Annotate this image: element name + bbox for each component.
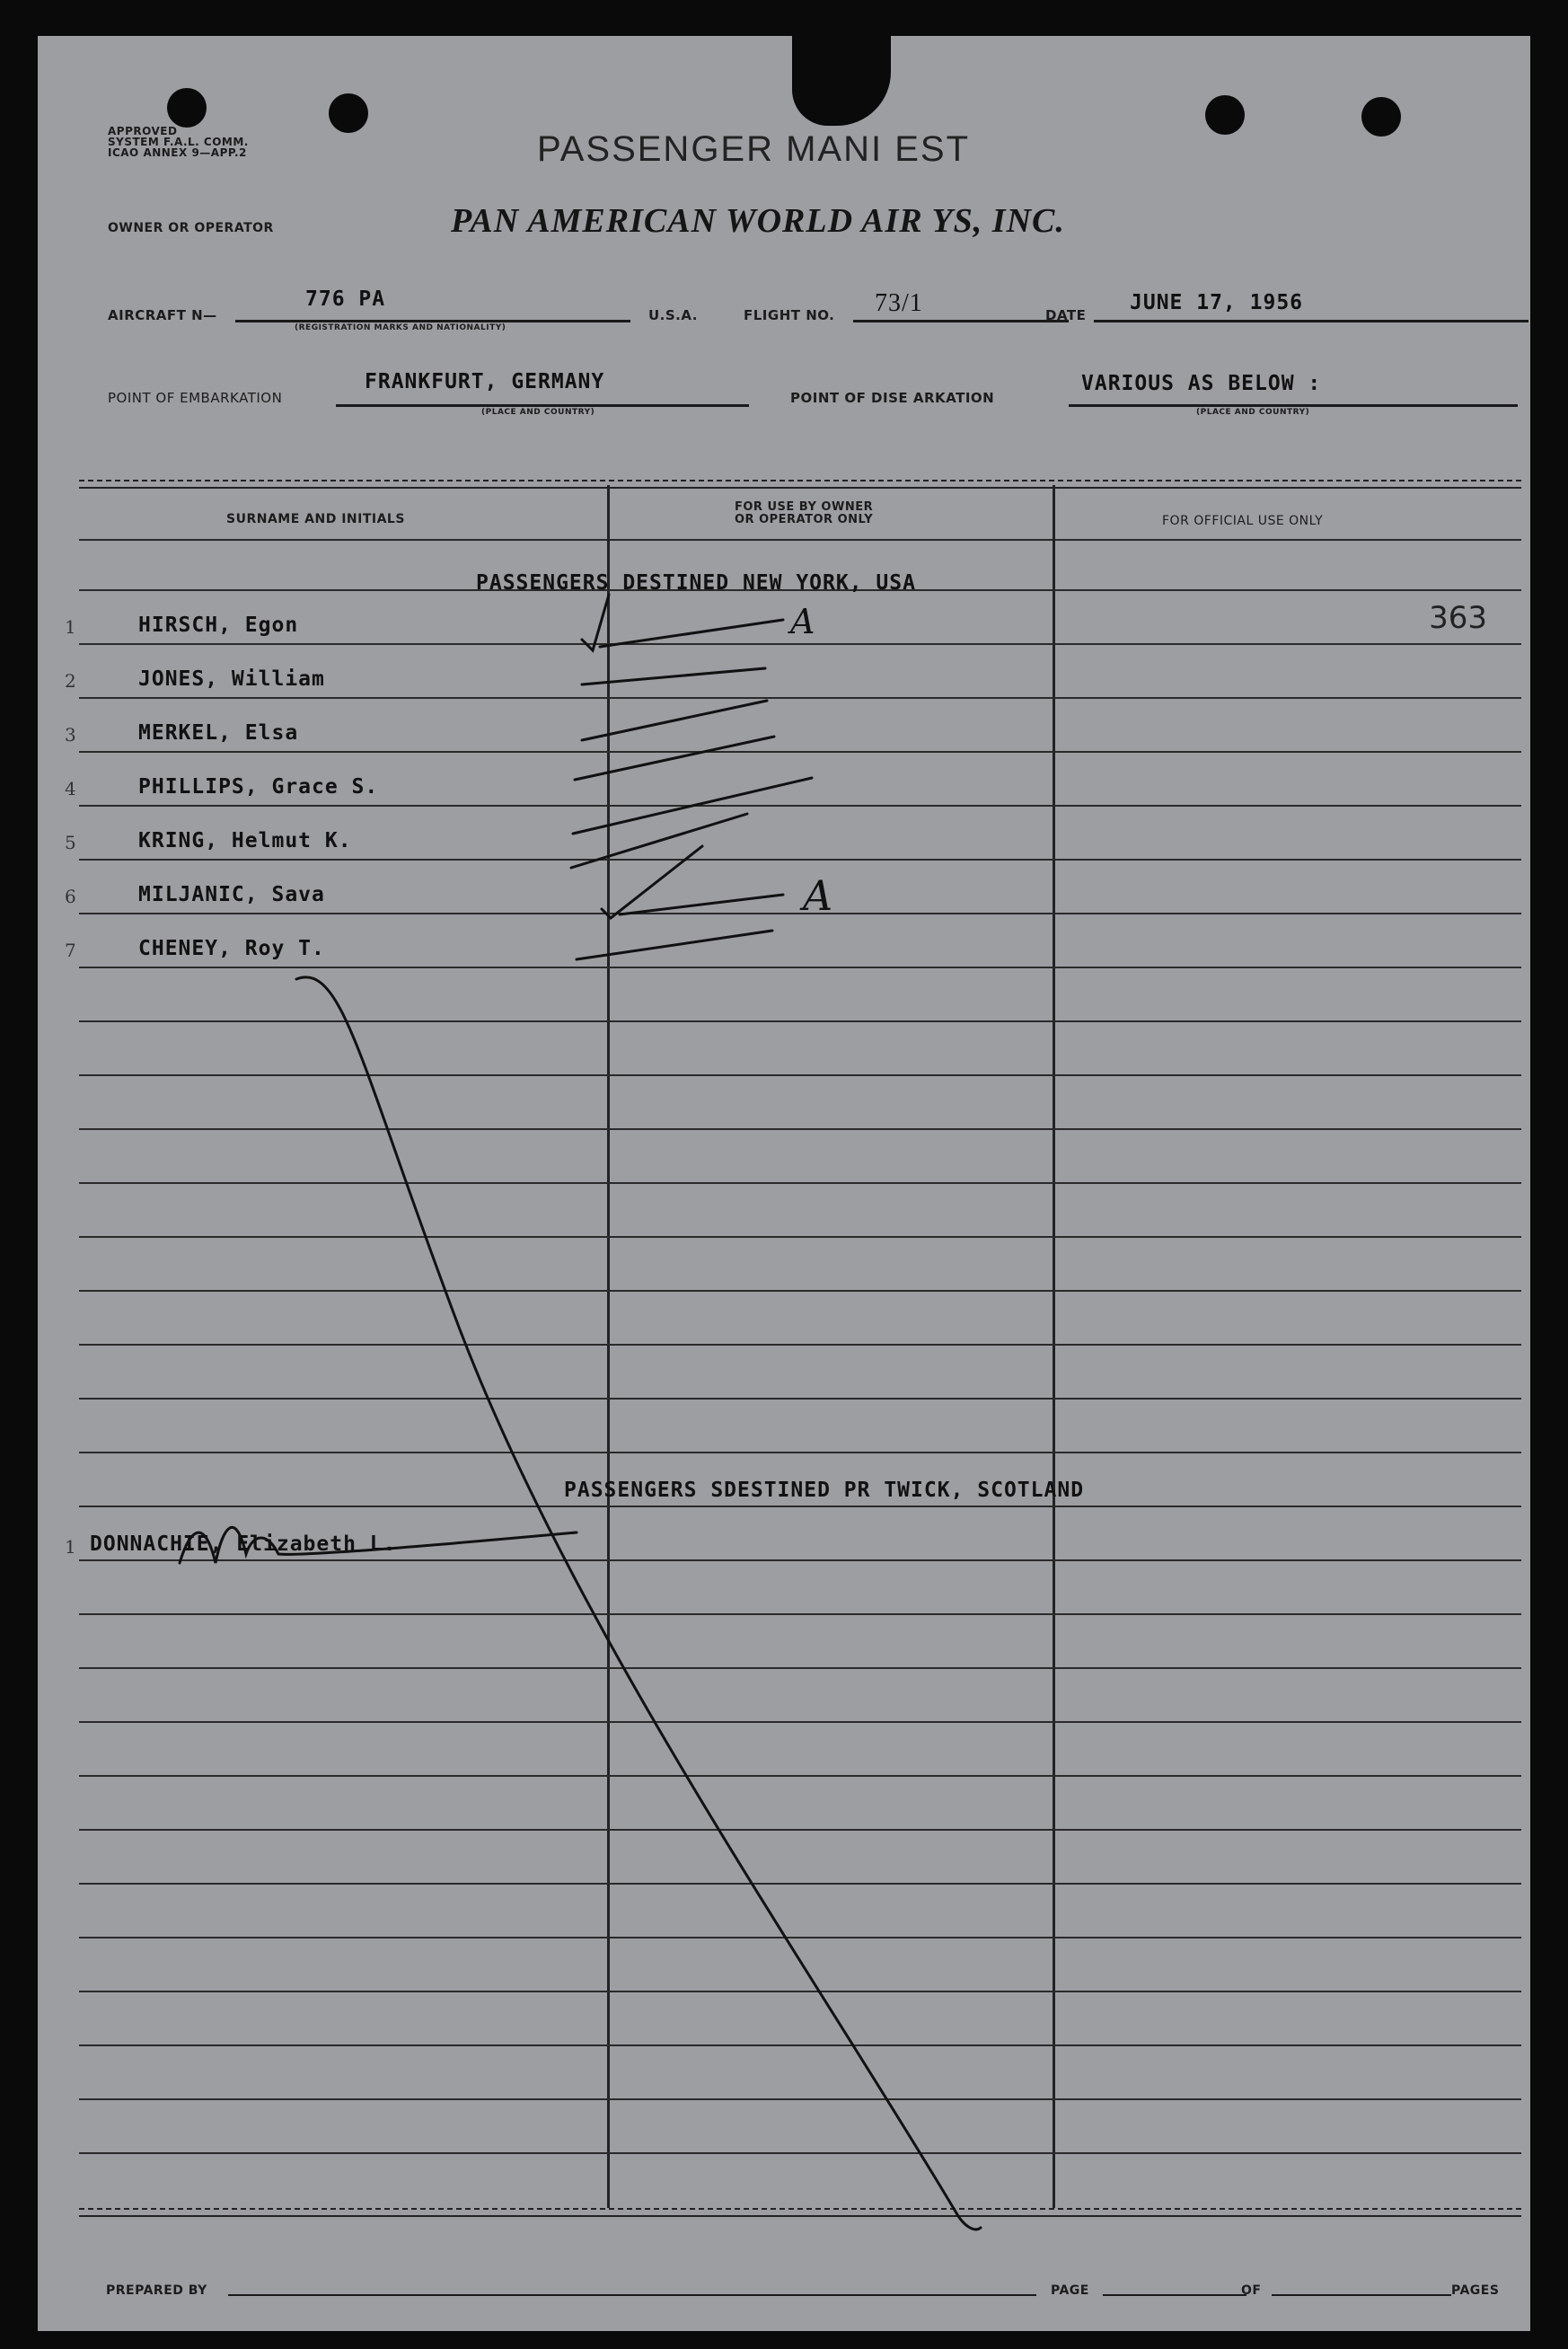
manifest-sheet	[38, 36, 1530, 2331]
column-header-official-use: FOR OFFICIAL USE ONLY	[1162, 514, 1324, 528]
slash-mark	[575, 737, 774, 780]
row-rule	[79, 2044, 1521, 2046]
usa-label: U.S.A.	[648, 307, 698, 323]
row-rule	[79, 1559, 1521, 1561]
column-header-surname: SURNAME AND INITIALS	[226, 512, 405, 526]
row-rule	[79, 697, 1521, 699]
disembarkation-field-line	[1069, 404, 1518, 407]
embarkation-caption: (PLACE AND COUNTRY)	[481, 408, 595, 417]
of-label: OF	[1241, 2283, 1262, 2298]
column-divider-1	[607, 485, 610, 2208]
approval-note: APPROVED SYSTEM F.A.L. COMM. ICAO ANNEX 9—APP.2	[108, 125, 249, 159]
row-rule	[79, 2098, 1521, 2100]
row-rule	[79, 751, 1521, 753]
flight-label: FLIGHT NO.	[744, 307, 835, 323]
row-rule	[79, 1344, 1521, 1346]
row-rule	[79, 1613, 1521, 1615]
row-rule	[79, 1775, 1521, 1777]
passenger-name: JONES, William	[138, 667, 325, 691]
row-number: 5	[65, 832, 76, 853]
torn-notch	[792, 36, 891, 126]
row-number: 6	[65, 886, 76, 907]
official-number: 363	[1429, 600, 1487, 636]
embarkation-field-line	[336, 404, 749, 407]
row-rule	[79, 1452, 1521, 1453]
row-rule	[79, 2152, 1521, 2154]
group-heading-scotland: PASSENGERS SDESTINED PR TWICK, SCOTLAND	[564, 1479, 1085, 1502]
aircraft-value: 776 PA	[305, 287, 386, 311]
passenger-name: MERKEL, Elsa	[138, 721, 299, 745]
date-field-line	[1094, 320, 1528, 322]
row-rule	[79, 1667, 1521, 1669]
long-diagonal-stroke	[296, 977, 981, 2230]
row-rule	[79, 1398, 1521, 1400]
row-number: 1	[65, 1536, 76, 1558]
row-number: 1	[65, 616, 76, 638]
prepared-by-line	[228, 2294, 1036, 2296]
slash-mark	[577, 931, 772, 959]
slash-mark	[620, 895, 783, 914]
handwritten-mark: A	[790, 602, 815, 641]
row-rule	[79, 1991, 1521, 1992]
row-rule	[79, 1182, 1521, 1184]
row-rule	[79, 1506, 1521, 1507]
of-line	[1272, 2294, 1451, 2296]
punch-hole	[167, 88, 207, 128]
row-rule	[79, 1937, 1521, 1938]
passenger-name: DONNACHIE, Elizabeth L.	[90, 1532, 397, 1556]
row-rule	[79, 1721, 1521, 1723]
row-rule	[79, 859, 1521, 861]
row-rule	[79, 643, 1521, 645]
row-rule	[79, 1883, 1521, 1885]
passenger-name: CHENEY, Roy T.	[138, 937, 325, 960]
pages-label: PAGES	[1451, 2283, 1500, 2298]
flight-field-line	[853, 320, 1069, 322]
disembarkation-caption: (PLACE AND COUNTRY)	[1196, 408, 1310, 417]
row-rule	[79, 1290, 1521, 1292]
row-rule	[79, 913, 1521, 914]
page-title: PASSENGER MANI EST	[537, 129, 971, 169]
disembarkation-value: VARIOUS AS BELOW :	[1081, 372, 1322, 395]
aircraft-field-line	[235, 320, 630, 322]
operator-label: OWNER OR OPERATOR	[108, 221, 274, 235]
punch-hole	[329, 93, 368, 133]
row-rule	[79, 1020, 1521, 1022]
row-number: 2	[65, 670, 76, 692]
row-number: 7	[65, 940, 76, 961]
column-divider-2	[1053, 485, 1055, 2208]
header-bottom-rule	[79, 539, 1521, 541]
handwritten-mark: A	[803, 871, 833, 920]
row-number: 4	[65, 778, 76, 799]
row-number: 3	[65, 724, 76, 746]
aircraft-label: AIRCRAFT N—	[108, 307, 217, 323]
table-bottom-rule	[79, 2208, 1521, 2217]
registration-caption: (REGISTRATION MARKS AND NATIONALITY)	[295, 323, 507, 332]
table-top-rule	[79, 480, 1521, 489]
row-rule	[79, 805, 1521, 807]
row-rule	[79, 1829, 1521, 1831]
row-rule	[79, 967, 1521, 968]
prepared-by-label: PREPARED BY	[106, 2283, 207, 2298]
row-rule	[79, 1236, 1521, 1238]
row-rule	[79, 1128, 1521, 1130]
passenger-name: HIRSCH, Egon	[138, 614, 299, 637]
passenger-name: MILJANIC, Sava	[138, 883, 325, 906]
disembarkation-label: POINT OF DISE ARKATION	[790, 390, 995, 406]
punch-hole	[1205, 95, 1245, 135]
punch-hole	[1361, 97, 1401, 137]
operator-name: PAN AMERICAN WORLD AIR YS, INC.	[451, 202, 1065, 240]
check-mark	[602, 846, 702, 918]
date-value: JUNE 17, 1956	[1130, 291, 1304, 314]
page-label: PAGE	[1051, 2283, 1089, 2298]
check-mark	[582, 595, 609, 650]
group-heading-new-york: PASSENGERS DESTINED NEW YORK, USA	[476, 571, 916, 595]
passenger-name: KRING, Helmut K.	[138, 829, 352, 852]
passenger-name: PHILLIPS, Grace S.	[138, 775, 379, 799]
date-label: DATE	[1045, 307, 1087, 323]
row-rule	[79, 1074, 1521, 1076]
page-line	[1103, 2294, 1246, 2296]
embarkation-label: POINT OF EMBARKATION	[108, 390, 283, 406]
flight-value: 73/1	[875, 289, 923, 317]
column-header-owner-use: FOR USE BY OWNER OR OPERATOR ONLY	[735, 500, 874, 526]
embarkation-value: FRANKFURT, GERMANY	[365, 370, 605, 393]
